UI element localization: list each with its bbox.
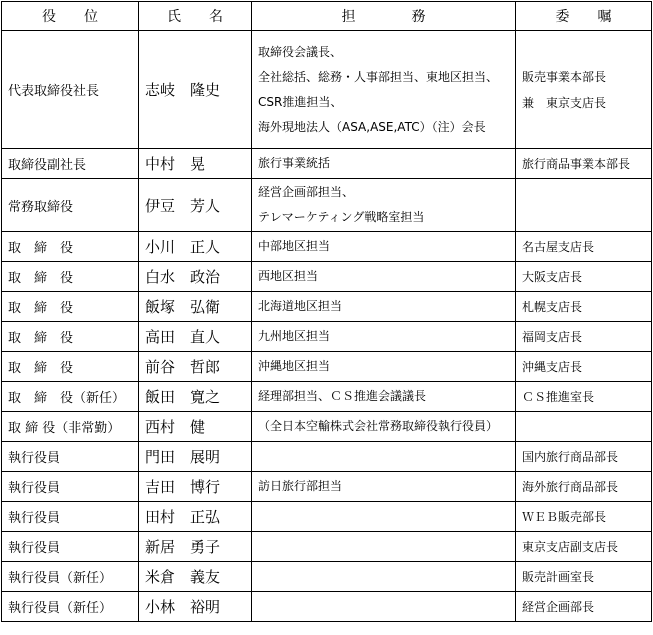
commission-cell [516, 442, 652, 472]
header-name: 氏 名 [139, 2, 252, 31]
position-cell: 執行役員 [2, 472, 139, 502]
position-cell: 執行役員（新任） [2, 562, 139, 592]
duty-line: 西地区担当 [258, 269, 319, 283]
commission-cell [516, 502, 652, 532]
officer-row [2, 292, 652, 322]
commission-line: 販売事業本部長 [522, 69, 607, 84]
position-cell: 代表取締役社長 [2, 31, 139, 149]
officer-row [2, 412, 652, 442]
position-cell: 常務取締役 [2, 179, 139, 232]
name-cell: 西村 健 [139, 412, 252, 442]
commission-cell [516, 352, 652, 382]
officers-table [1, 1, 652, 622]
duty-cell [252, 352, 516, 382]
commission-line: 国内旅行商品部長 [522, 449, 619, 464]
commission-line: 兼 東京支店長 [522, 95, 607, 110]
commission-cell [516, 592, 652, 622]
name-cell: 門田 展明 [139, 442, 252, 472]
name-cell: 志岐 隆史 [139, 31, 252, 149]
position-cell: 取 締 役 [2, 322, 139, 352]
name-cell: 伊豆 芳人 [139, 179, 252, 232]
duty-line: 全社総括、総務・人事部担当、東地区担当、 [258, 69, 499, 84]
position-cell: 取締役副社長 [2, 149, 139, 179]
commission-cell [516, 179, 652, 232]
duty-line: 北海道地区担当 [258, 299, 343, 313]
duty-line: CSR推進担当、 [258, 94, 343, 109]
officer-row [2, 382, 652, 412]
officer-row [2, 149, 652, 179]
position-cell: 執行役員（新任） [2, 592, 139, 622]
name-cell: 吉田 博行 [139, 472, 252, 502]
duty-cell [252, 292, 516, 322]
position-cell: 取 締 役 [2, 232, 139, 262]
position-cell: 取 締 役（新任） [2, 382, 139, 412]
position-cell: 取 締 役（非常勤） [2, 412, 139, 442]
duty-cell [252, 382, 516, 412]
officer-rows [2, 31, 652, 622]
commission-cell [516, 149, 652, 179]
duty-line: 取締役会議長、 [258, 44, 343, 59]
name-cell: 田村 正弘 [139, 502, 252, 532]
duty-cell [252, 149, 516, 179]
officer-row [2, 352, 652, 382]
officer-row [2, 472, 652, 502]
duty-cell [252, 562, 516, 592]
duty-cell [252, 592, 516, 622]
commission-line: 福岡支店長 [522, 329, 583, 344]
name-cell: 飯塚 弘衛 [139, 292, 252, 322]
name-cell: 飯田 寛之 [139, 382, 252, 412]
officer-row [2, 532, 652, 562]
commission-cell [516, 562, 652, 592]
header-row [2, 2, 652, 31]
name-cell: 高田 直人 [139, 322, 252, 352]
duty-cell [252, 532, 516, 562]
commission-line: 海外旅行商品部長 [522, 479, 619, 494]
commission-line: ＷＥＢ販売部長 [522, 509, 607, 524]
commission-cell [516, 31, 652, 149]
duty-line: 九州地区担当 [258, 329, 331, 343]
name-cell: 米倉 義友 [139, 562, 252, 592]
officer-row [2, 592, 652, 622]
commission-line: 札幌支店長 [522, 299, 583, 314]
officer-row [2, 322, 652, 352]
officer-row [2, 31, 652, 149]
commission-line: 旅行商品事業本部長 [522, 156, 631, 171]
duty-cell [252, 322, 516, 352]
name-cell: 小林 裕明 [139, 592, 252, 622]
commission-line: 名古屋支店長 [522, 239, 595, 254]
commission-cell [516, 322, 652, 352]
duty-line: （全日本空輸株式会社常務取締役執行役員） [258, 419, 499, 433]
duty-line: 訪日旅行部担当 [258, 479, 343, 493]
commission-line: ＣＳ推進室長 [522, 389, 595, 404]
name-cell: 中村 晃 [139, 149, 252, 179]
position-cell: 取 締 役 [2, 292, 139, 322]
commission-cell [516, 472, 652, 502]
position-cell: 執行役員 [2, 532, 139, 562]
duty-cell [252, 502, 516, 532]
position-cell: 取 締 役 [2, 262, 139, 292]
duty-line: 中部地区担当 [258, 239, 331, 253]
commission-cell [516, 232, 652, 262]
duty-line: 経営企画部担当、 [258, 185, 355, 199]
position-cell: 取 締 役 [2, 352, 139, 382]
commission-line: 沖縄支店長 [522, 359, 583, 374]
duty-line: 沖縄地区担当 [258, 359, 331, 373]
officer-row [2, 562, 652, 592]
duty-cell [252, 31, 516, 149]
duty-line: テレマーケティング戦略室担当 [258, 210, 425, 224]
name-cell: 前谷 哲郎 [139, 352, 252, 382]
commission-line: 大阪支店長 [522, 269, 583, 284]
duty-cell [252, 262, 516, 292]
header-commission: 委 嘱 [516, 2, 652, 31]
commission-cell [516, 292, 652, 322]
duty-cell [252, 472, 516, 502]
header-position: 役 位 [2, 2, 139, 31]
duty-cell [252, 179, 516, 232]
commission-line: 経営企画部長 [522, 599, 595, 614]
commission-cell [516, 262, 652, 292]
name-cell: 新居 勇子 [139, 532, 252, 562]
officer-row [2, 232, 652, 262]
commission-line: 東京支店副支店長 [522, 539, 619, 554]
header-duty: 担 務 [252, 2, 516, 31]
duty-line: 海外現地法人（ASA,ASE,ATC）（注）会長 [258, 119, 486, 134]
position-cell: 執行役員 [2, 502, 139, 532]
duty-cell [252, 442, 516, 472]
officer-row [2, 502, 652, 532]
name-cell: 小川 正人 [139, 232, 252, 262]
position-cell: 執行役員 [2, 442, 139, 472]
officer-row [2, 262, 652, 292]
duty-cell [252, 232, 516, 262]
commission-cell [516, 382, 652, 412]
officer-row [2, 442, 652, 472]
duty-cell [252, 412, 516, 442]
officer-row [2, 179, 652, 232]
name-cell: 白水 政治 [139, 262, 252, 292]
duty-line: 旅行事業統括 [258, 156, 331, 170]
commission-line: 販売計画室長 [522, 569, 595, 584]
duty-line: 経理部担当、ＣＳ推進会議議長 [258, 389, 427, 403]
commission-cell [516, 532, 652, 562]
commission-cell [516, 412, 652, 442]
